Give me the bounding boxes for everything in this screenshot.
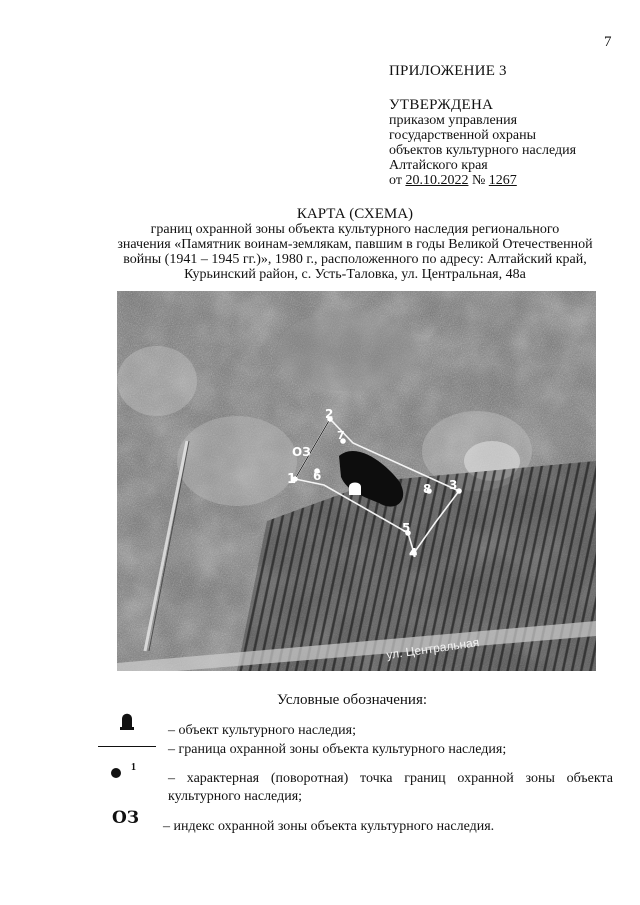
heritage-object-marker <box>349 483 361 496</box>
date-prefix: от <box>389 173 402 188</box>
heritage-object-symbol-icon <box>119 712 135 730</box>
approval-line: приказом управления <box>389 113 518 128</box>
approval-line: государственной охраны <box>389 128 537 143</box>
approval-line: объектов культурного наследия <box>389 143 577 158</box>
title-line: войны (1941 – 1945 гг.)», 1980 г., расположенного по адресу: Алтайский край, <box>123 252 587 267</box>
zone-index-label: ОЗ <box>292 445 311 459</box>
approval-block <box>389 98 576 188</box>
legend-item-zone-index: – индекс охранной зоны объекта культурного наследия. <box>163 819 495 834</box>
svg-text:4: 4 <box>409 546 418 560</box>
svg-text:8: 8 <box>423 482 432 496</box>
number-sign: № <box>471 173 486 188</box>
approval-date: 20.10.2022 <box>405 173 469 188</box>
appendix-label: ПРИЛОЖЕНИЕ 3 <box>389 63 507 79</box>
turning-point-4 <box>409 546 417 560</box>
turning-point-8 <box>423 482 432 496</box>
approval-number: 1267 <box>488 173 517 188</box>
approval-heading: УТВЕРЖДЕНА <box>389 97 494 113</box>
title-line: значения «Памятник воинам-землякам, павшим в годы Великой Отечественной <box>117 237 593 252</box>
boundary-line-symbol-icon <box>98 746 156 747</box>
legend-item-heritage-object: – объект культурного наследия; <box>168 723 356 738</box>
legend-item-turning-point: – характерная (поворотная) точка границ охранной зоны объекта культурного наследия; <box>168 771 613 804</box>
svg-text:5: 5 <box>402 521 411 535</box>
svg-text:3: 3 <box>449 478 458 492</box>
document-title <box>90 207 620 282</box>
legend-title: Условные обозначения: <box>277 692 428 708</box>
map-image <box>117 291 596 671</box>
turning-point-7 <box>337 429 346 444</box>
title-line: границ охранной зоны объекта культурного наследия регионального <box>150 222 560 237</box>
svg-text:7: 7 <box>337 429 345 442</box>
approval-date-line <box>389 173 576 188</box>
page-number: 7 <box>604 34 612 50</box>
svg-text:1: 1 <box>287 472 297 487</box>
legend-item-boundary: – граница охранной зоны объекта культурного наследия; <box>168 742 507 757</box>
turning-point-symbol-number: 1 <box>131 762 136 773</box>
turning-point-6 <box>313 468 321 483</box>
zone-index-symbol: ОЗ <box>112 808 140 828</box>
svg-text:6: 6 <box>313 469 322 483</box>
title-heading: КАРТА (СХЕМА) <box>296 206 414 222</box>
turning-point-2 <box>325 407 333 422</box>
svg-text:2: 2 <box>325 407 334 421</box>
turning-point-5 <box>402 521 411 536</box>
approval-line: Алтайского края <box>389 158 488 173</box>
street-label: ул. Центральная <box>385 635 480 662</box>
title-line: Курьинский район, с. Усть-Таловка, ул. Центральная, 48а <box>184 267 526 282</box>
